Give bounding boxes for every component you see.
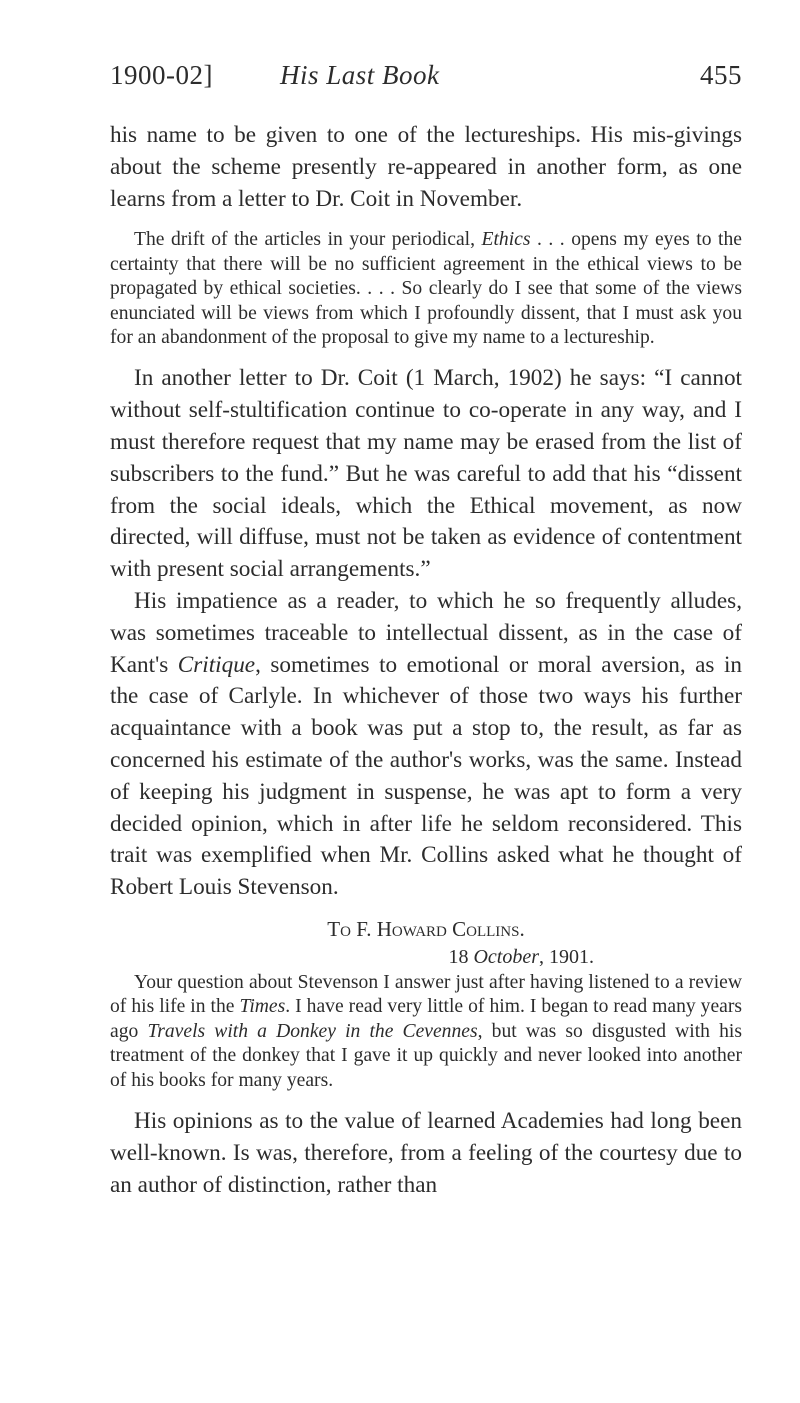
quote1-before: The drift of the articles in your periodical, <box>134 229 482 251</box>
paragraph-2: In another letter to Dr. Coit (1 March, 1902) he says: “I cannot without self-stultification continue to co-operate in any way, and I must therefore request that my name may be erased from the list of subscribers to the fund.” But he was careful to add that his “dissent from the social ideals, which the Ethical movement, as now directed, will diffuse, must not be taken as evidence of contentment with present social arrangements.” <box>110 365 742 583</box>
page-body <box>110 120 742 1201</box>
letter-italic-book: Travels with a Donkey in the Cevennes <box>147 1020 478 1042</box>
letter-seg3: , but was so disgusted with his treatment of the donkey that I gave it up quickly and never looked into another of his books for many years. <box>110 1020 742 1091</box>
page-number: 455 <box>700 60 742 90</box>
letter-date-month: October <box>473 945 539 968</box>
para3-after: , sometimes to emotional or moral aversion, as in the case of Carlyle. In whichever of those two ways his further acquaintance with a book was put a stop to, the result, as far as concerned his estimate of the author's works, was the same. Instead of keeping his judgment in suspense, he was apt to form a very decided opinion, which in after life he seldom reconsidered. This trait was exemplified when Mr. Collins asked what he thought of Robert Louis Stevenson. <box>110 651 743 901</box>
letter-recipient <box>110 916 742 943</box>
paragraph-1: his name to be given to one of the lectureships. His mis-givings about the scheme presently re-appeared in another form, as one learns from a letter to Dr. Coit in November. <box>110 122 742 212</box>
paragraph-4: His opinions as to the value of learned Academies had long been well-known. Is was, therefore, from a feeling of the courtesy due to an author of distinction, rather than <box>110 1108 742 1198</box>
para3-before: His impatience as a reader, to which he so frequently alludes, was sometimes traceable to intellectual dissent, as in the case of Kant's <box>110 588 742 678</box>
paragraph-3 <box>110 586 742 904</box>
letter-date <box>110 943 742 971</box>
quote1-italic-ethics: Ethics <box>481 229 531 251</box>
letter-seg1: Your question about Stevenson I answer just after having listened to a review of his life in the <box>110 971 742 1018</box>
quote1-after: . . . opens my eyes to the certainty that there will be no sufficient agreement in the ethical views to be propagated by ethical societies. . . . So clearly do I see that some of the views enunciated will be views from which I profoundly dissent, that I must ask you for an abandonment of the proposal to give my name to a lectureship. <box>110 229 742 349</box>
letter-date-year: , 1901. <box>539 945 594 968</box>
running-head <box>110 60 742 110</box>
letter-date-day: 18 <box>448 945 474 968</box>
letter-italic-times: Times <box>239 996 286 1018</box>
letter-to: To F. Howard Collins. <box>327 916 525 941</box>
quoted-letter-ethics <box>110 228 742 350</box>
header-title: His Last Book <box>280 60 440 90</box>
header-years: 1900-02] <box>110 60 213 90</box>
para3-italic-critique: Critique <box>177 651 256 678</box>
letter-body <box>110 971 742 1093</box>
letter-seg2: . I have read very little of him. I began to read many years ago <box>110 996 743 1042</box>
